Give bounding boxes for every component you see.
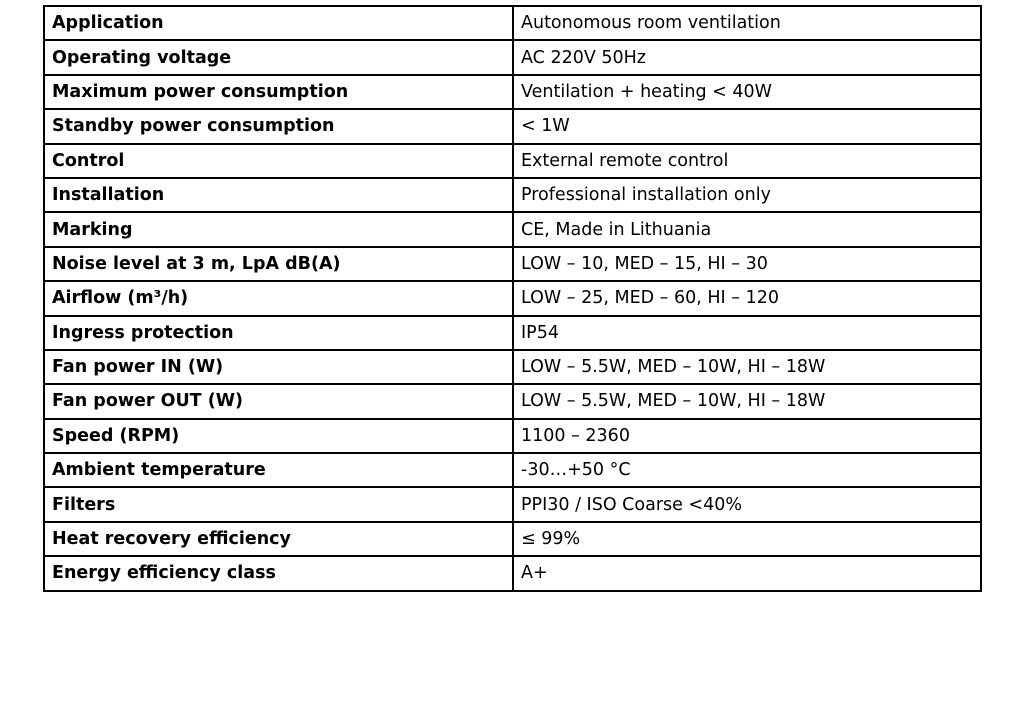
param-value: Professional installation only <box>513 178 981 212</box>
table-row <box>44 40 981 74</box>
param-value: A+ <box>513 556 981 590</box>
param-label: Marking <box>44 212 513 246</box>
table-row <box>44 247 981 281</box>
param-label: Energy efficiency class <box>44 556 513 590</box>
param-label: Fan power OUT (W) <box>44 384 513 418</box>
param-label: Installation <box>44 178 513 212</box>
param-value: External remote control <box>513 144 981 178</box>
param-value: 1100 – 2360 <box>513 419 981 453</box>
param-label: Ingress protection <box>44 316 513 350</box>
table-row <box>44 144 981 178</box>
param-value: Autonomous room ventilation <box>513 6 981 40</box>
table-row <box>44 75 981 109</box>
param-label: Maximum power consumption <box>44 75 513 109</box>
table-row <box>44 522 981 556</box>
table-row <box>44 556 981 590</box>
param-value: CE, Made in Lithuania <box>513 212 981 246</box>
param-label: Heat recovery efficiency <box>44 522 513 556</box>
param-label: Fan power IN (W) <box>44 350 513 384</box>
table-row <box>44 281 981 315</box>
param-label: Filters <box>44 487 513 521</box>
table-row <box>44 212 981 246</box>
param-value: LOW – 5.5W, MED – 10W, HI – 18W <box>513 384 981 418</box>
param-value: LOW – 10, MED – 15, HI – 30 <box>513 247 981 281</box>
table-row <box>44 419 981 453</box>
table-row <box>44 178 981 212</box>
param-value: AC 220V 50Hz <box>513 40 981 74</box>
param-value: Ventilation + heating < 40W <box>513 75 981 109</box>
param-value: < 1W <box>513 109 981 143</box>
table-row <box>44 350 981 384</box>
param-label: Control <box>44 144 513 178</box>
table-row <box>44 6 981 40</box>
param-value: LOW – 5.5W, MED – 10W, HI – 18W <box>513 350 981 384</box>
specifications-table <box>43 5 982 592</box>
param-label: Airflow (m³/h) <box>44 281 513 315</box>
param-value: LOW – 25, MED – 60, HI – 120 <box>513 281 981 315</box>
table-row <box>44 109 981 143</box>
table-row <box>44 453 981 487</box>
param-value: PPI30 / ISO Coarse <40% <box>513 487 981 521</box>
param-value: IP54 <box>513 316 981 350</box>
table-row <box>44 316 981 350</box>
param-label: Noise level at 3 m, LpA dB(A) <box>44 247 513 281</box>
param-value: -30…+50 °C <box>513 453 981 487</box>
table-row <box>44 487 981 521</box>
param-label: Speed (RPM) <box>44 419 513 453</box>
param-label: Ambient temperature <box>44 453 513 487</box>
param-label: Operating voltage <box>44 40 513 74</box>
table-row <box>44 384 981 418</box>
param-label: Standby power consumption <box>44 109 513 143</box>
param-value: ≤ 99% <box>513 522 981 556</box>
param-label: Application <box>44 6 513 40</box>
